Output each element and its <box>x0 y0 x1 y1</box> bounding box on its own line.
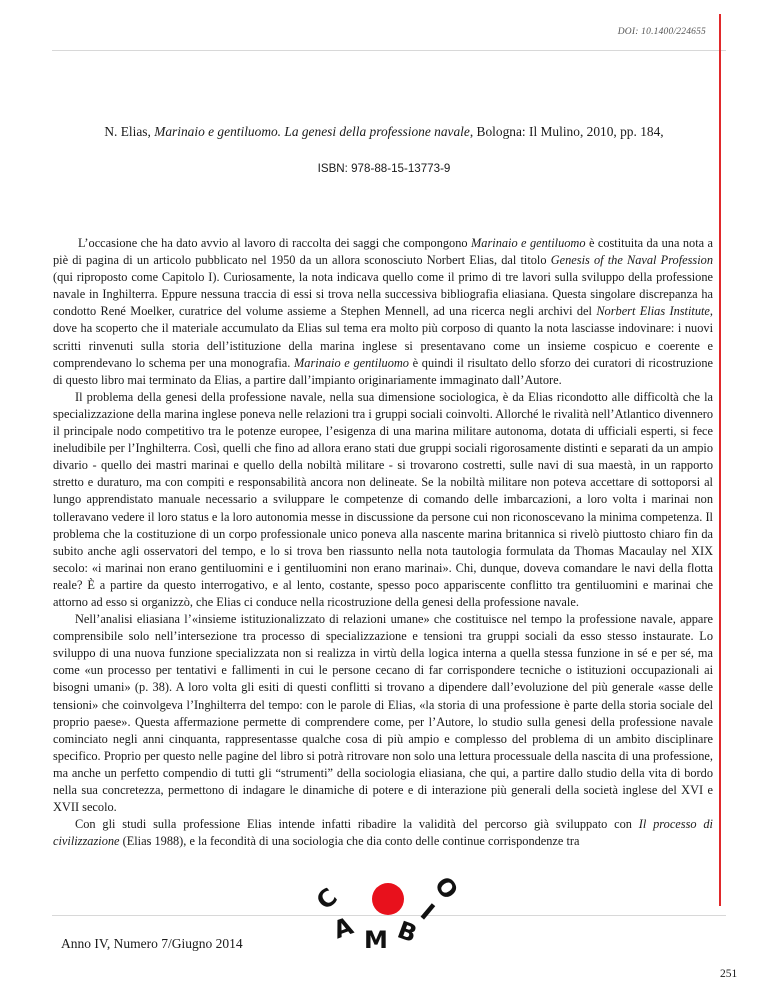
vertical-red-rule <box>719 14 721 906</box>
text-run: è quindi il risultato dello sforzo dei curatori di ricostruzione di questo libro mai terminato da Elias, a partire dall’impianto originariamente immaginato dall’Autore. <box>53 355 713 387</box>
logo-letter-i: I <box>415 898 440 926</box>
body-paragraph <box>53 235 713 389</box>
journal-issue: Anno IV, Numero 7/Giugno 2014 <box>61 936 243 951</box>
text-run: Il problema della genesi della professione navale, nella sua dimensione sociologica, è da Elias ricondotto alle difficoltà che la specializzazione della marina inglese poneva nelle relazioni tra i gruppi sociali coinvolti. Allorché le rivalità nell’Atlantico divennero il principale nodo competitivo tra le potenze europee, l’esigenza di una marina militare autonoma, dotata di ufficiali esperti, si fece ineludibile per l’Inghilterra. Così, quelli che fino ad allora erano stati due gruppi sociali rigorosamente distinti e separati da un ampio divario - quello dei mastri marinai e quello della nobiltà militare - si trovarono costretti, sulle navi di sua maestà, in un rapporto stretto e duraturo, ma con compiti e responsabilità ancora non delineate. Se la nobiltà militare non poteva accettare di sottoporsi al lungo apprendistato manuale necessario a sviluppare le competenze di comando delle imbarcazioni, a loro volta i marinai non tolleravano vedere il loro status e la loro autonomia messe in discussione da persone cui non riconoscevano la minima competenza. Il problema che la costituzione di un corpo professionale unico poneva alla nascente marina britannica si rivelò piuttosto chiaro fin da subito anche agli osservatori del tempo, e lo si trova ben riassunto nella nota tautologia formulata da Thomas Macaulay nel XIX secolo: «i marinai non erano gentiluomini e i gentiluomini non erano marinai». Chi, dunque, doveva comandare le navi della flotta reale? È a partire da questo interrogativo, e al lento, costante, spesso poco appariscente conflitto tra gentiluomini e marinai che attorno ad esso si organizzò, che Elias ci conduce nella ricostruzione della genesi della professione navale. <box>53 389 713 609</box>
citation-author: N. Elias, <box>104 124 155 139</box>
logo-letter-m: M <box>364 926 388 954</box>
text-run: (Elias 1988), e la fecondità di una sociologia che dia conto delle continue corrispondenze tra <box>119 834 580 849</box>
text-run: L’occasione che ha dato avvio al lavoro di raccolta dei saggi che compongono <box>78 236 471 250</box>
italic-title: Marinaio e gentiluomo <box>294 355 409 370</box>
text-run: è costituita da una nota a piè di pagina di un articolo pubblicato nel 1950 da un allora sconosciuto Norbert Elias, dal titolo <box>53 236 714 268</box>
logo-letter-o: O <box>428 871 464 905</box>
page-number: 251 <box>720 968 738 980</box>
citation-title: Marinaio e gentiluomo. La genesi della professione navale <box>154 124 470 139</box>
header-rule <box>52 50 726 51</box>
text-run: Nell’analisi eliasiana l’«insieme istituzionalizzato di relazioni umane» che costituisce nel tempo la professione navale, appare comprensibile solo nell’intersezione tra processo di specializzazione e tensioni tra gruppi sociali da esso stesso instaurate. Lo sviluppo di una nuova funzione specializzata non si realizza in virtù della logica interna a quella stessa funzione in sé e per sé, ma come «un processo per tentativi e fallimenti in cui le persone cecano di far corrispondere tecniche o istituzioni occupazionali ai bisogni umani» (p. 38). A loro volta gli esiti di questi conflitti si trovano a dipendere dall’evoluzione del più generale «asse delle tensioni» che coinvolgeva l’Inghilterra del tempo: con le parole di Elias, «la storia di una professione è parte della storia sociale del proprio paese». Questa affermazione permette di comprendere come, per l’Autore, lo studio sulla genesi della professione navale cominciato negli anni cinquanta, rappresentasse qualche cosa di più ampio e complesso del problema di un ambito disciplinare specifico. Proprio per questo nelle pagine del libro si potrà ritrovare non solo una lettura processuale della nascita di una professione, ma anche un perfetto compendio di tutti gli “strumenti” della sociologia eliasiana, che qui, a partire dallo studio della vita di bordo nella sua concretezza, permettono di indagare le dinamiche di potere e di interazione più generali della società inglese del XVI e XVII secolo. <box>53 612 713 815</box>
text-run: Con gli studi sulla professione Elias intende infatti ribadire la validità del percorso già sviluppato con <box>75 817 639 832</box>
review-body <box>53 235 713 850</box>
body-paragraph <box>53 389 713 611</box>
logo-letter-c: C <box>311 882 343 916</box>
citation-publisher: , Bologna: Il Mulino, 2010, pp. 184, <box>469 124 664 139</box>
italic-title: Norbert Elias Institute <box>596 304 710 319</box>
text-run: , dove ha scoperto che il materiale accumulato da Elias sul tema era molto più corposo di quanto la nota lasciasse indovinare: i nuovi scritti rinvenuti sulla storia dell’istituzione della marina inglese si presentavano come un insieme cospicuo e coerente e comprendevano lo schema per una monografia. <box>53 304 714 370</box>
italic-title: Il processo di civilizzazione <box>53 817 713 849</box>
doi-label: DOI: 10.1400/224655 <box>617 27 706 37</box>
logo-letter-a: A <box>329 911 357 945</box>
logo-red-dot <box>372 883 404 915</box>
cambio-logo <box>298 870 478 980</box>
body-paragraph <box>53 611 713 816</box>
text-run: (qui riproposto come Capitolo I). Curiosamente, la nota indicava quello come il primo di tre lavori sulla sviluppo della professione navale in Inghilterra. Eppure nessuna traccia di essi si trova nella successiva bibliografia eliasiana. Questa singolare discrepanza ha condotto René Moelker, curatrice del volume assieme a Stephen Mennell, ad una ricerca negli archivi del <box>53 270 713 319</box>
italic-title: Genesis of the Naval Profession <box>550 253 714 268</box>
isbn-label: ISBN: 978-88-15-13773-9 <box>317 162 451 175</box>
body-paragraph <box>53 816 713 850</box>
italic-title: Marinaio e gentiluomo <box>471 236 586 250</box>
logo-letter-b: B <box>393 915 421 949</box>
book-citation <box>0 124 768 140</box>
